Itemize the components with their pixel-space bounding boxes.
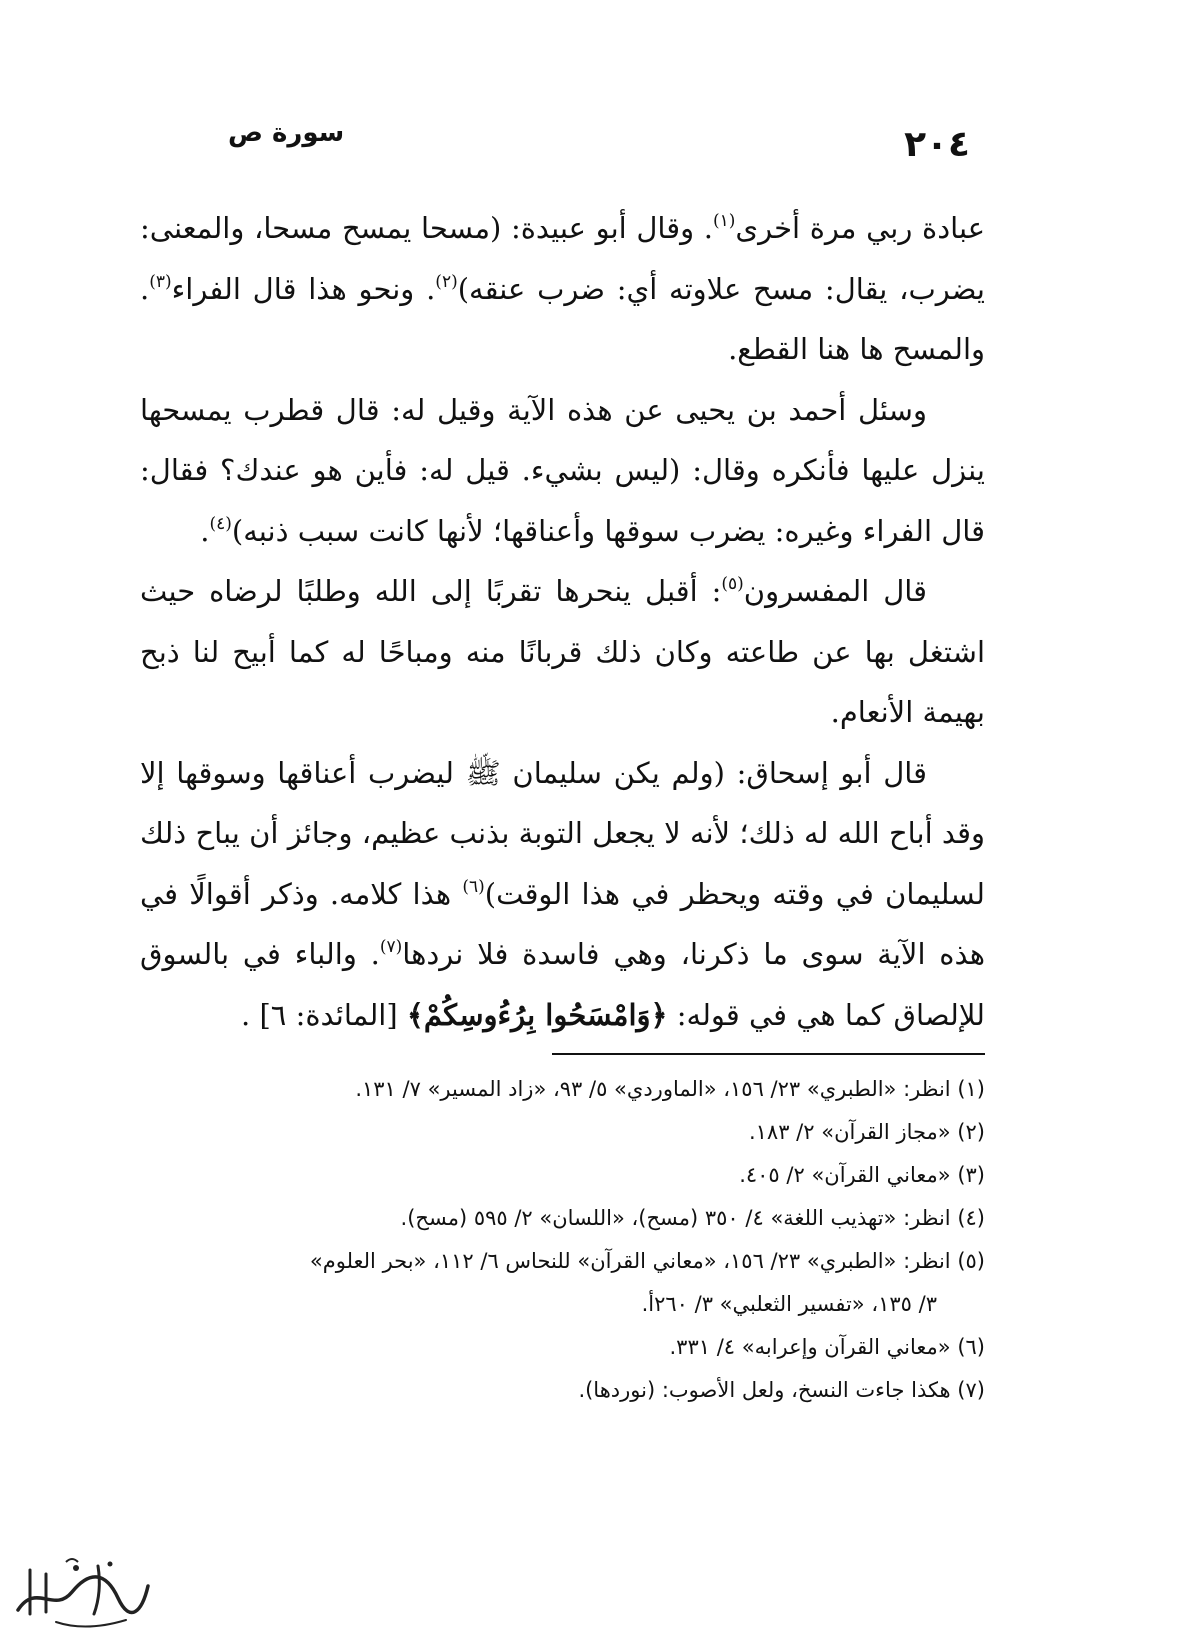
paragraph-4: [140, 743, 985, 1046]
footnote-5-continued: ٣/ ١٣٥، «تفسير الثعلبي» ٣/ ٢٦٠أ.: [641, 1292, 937, 1316]
footnote-ref-7[interactable]: (٧): [379, 937, 403, 957]
footnote-separator: [552, 1053, 985, 1055]
text-run: وسئل أحمد بن يحيى عن هذه الآية وقيل له: قال قطرب يمسحها ينزل عليها فأنكره وقال: (ليس بشيء. قيل له: فأين هو عندك؟ فقال: قال الفراء وغيره: يضرب سوقها وأعناقها؛ لأنها كانت سبب ذنبه): [140, 392, 985, 548]
text-run: [المائدة: ٦] .: [241, 997, 407, 1032]
main-text: [140, 198, 985, 1045]
footnotes: [140, 1068, 985, 1412]
footnote-ref-5[interactable]: (٥): [721, 574, 744, 594]
footnote-ref-1[interactable]: (١): [712, 211, 736, 231]
footnote-ref-3[interactable]: (٣): [149, 271, 172, 292]
publisher-logo: [6, 1552, 156, 1634]
paragraph-3: [140, 561, 985, 743]
footnote-ref-2[interactable]: (٢): [435, 271, 458, 292]
text-run: .: [200, 513, 210, 548]
text-run: عبادة ربي مرة أخرى: [735, 211, 985, 245]
text-run: : أقبل ينحرها تقربًا إلى الله وطلبًا لرضاه حيث اشتغل بها عن طاعته وكان ذلك قربانًا منه ومباحًا له كما أبيح لنا ذبح بهيمة الأنعام.: [140, 574, 985, 729]
footnote-4: (٤) انظر: «تهذيب اللغة» ٤/ ٣٥٠ (مسح)، «اللسان» ٢/ ٥٩٥ (مسح).: [400, 1206, 985, 1230]
text-run: هذا كلامه. وذكر أقوالًا في هذه الآية سوى ما ذكرنا، وهي فاسدة فلا نردها: [140, 876, 986, 971]
text-run: . ونحو هذا قال الفراء: [171, 271, 436, 306]
footnote-3: (٣) «معاني القرآن» ٢/ ٤٠٥.: [739, 1163, 985, 1187]
text-run: . والمسح ها هنا القطع.: [140, 271, 985, 366]
text-run: قال أبو إسحاق: (ولم يكن سليمان ﷺ ليضرب أعناقها وسوقها إلا وقد أباح الله له ذلك؛ لأنه لا يجعل التوبة بذنب عظيم، وجائز أن يباح ذلك لسليمان في وقته ويحظر في هذا الوقت): [140, 755, 985, 911]
text-run: قال المفسرون: [743, 574, 927, 608]
footnote-5: (٥) انظر: «الطبري» ٢٣/ ١٥٦، «معاني القرآن» للنحاس ٦/ ١١٢، «بحر العلوم»: [309, 1249, 985, 1273]
footnote-ref-4[interactable]: (٤): [209, 513, 232, 534]
footnote-6: (٦) «معاني القرآن وإعرابه» ٤/ ٣٣١.: [669, 1335, 985, 1359]
paragraph-2: [140, 380, 985, 562]
page-number: ٢٠٤: [904, 124, 970, 165]
footnote-7: (٧) هكذا جاءت النسخ، ولعل الأصوب: (نوردها).: [578, 1378, 985, 1402]
quran-quote: ﴿وَامْسَحُوا بِرُءُوسِكُمْ﴾: [406, 997, 668, 1032]
footnote-2: (٢) «مجاز القرآن» ٢/ ١٨٣.: [748, 1120, 985, 1144]
text-run: . والباء في بالسوق للإلصاق كما هي في قوله:: [140, 937, 985, 1032]
footnote-1: (١) انظر: «الطبري» ٢٣/ ١٥٦، «الماوردي» ٥/ ٩٣، «زاد المسير» ٧/ ١٣١.: [355, 1077, 985, 1101]
footnote-ref-6[interactable]: (٦): [462, 876, 485, 897]
running-title: سورة ص: [228, 118, 345, 148]
page-header: [200, 118, 970, 168]
text-run: . وقال أبو عبيدة: (مسحا يمسح مسحا، والمعنى: يضرب، يقال: مسح علاوته أي: ضرب عنقه): [140, 211, 985, 306]
paragraph-1: [140, 198, 985, 380]
